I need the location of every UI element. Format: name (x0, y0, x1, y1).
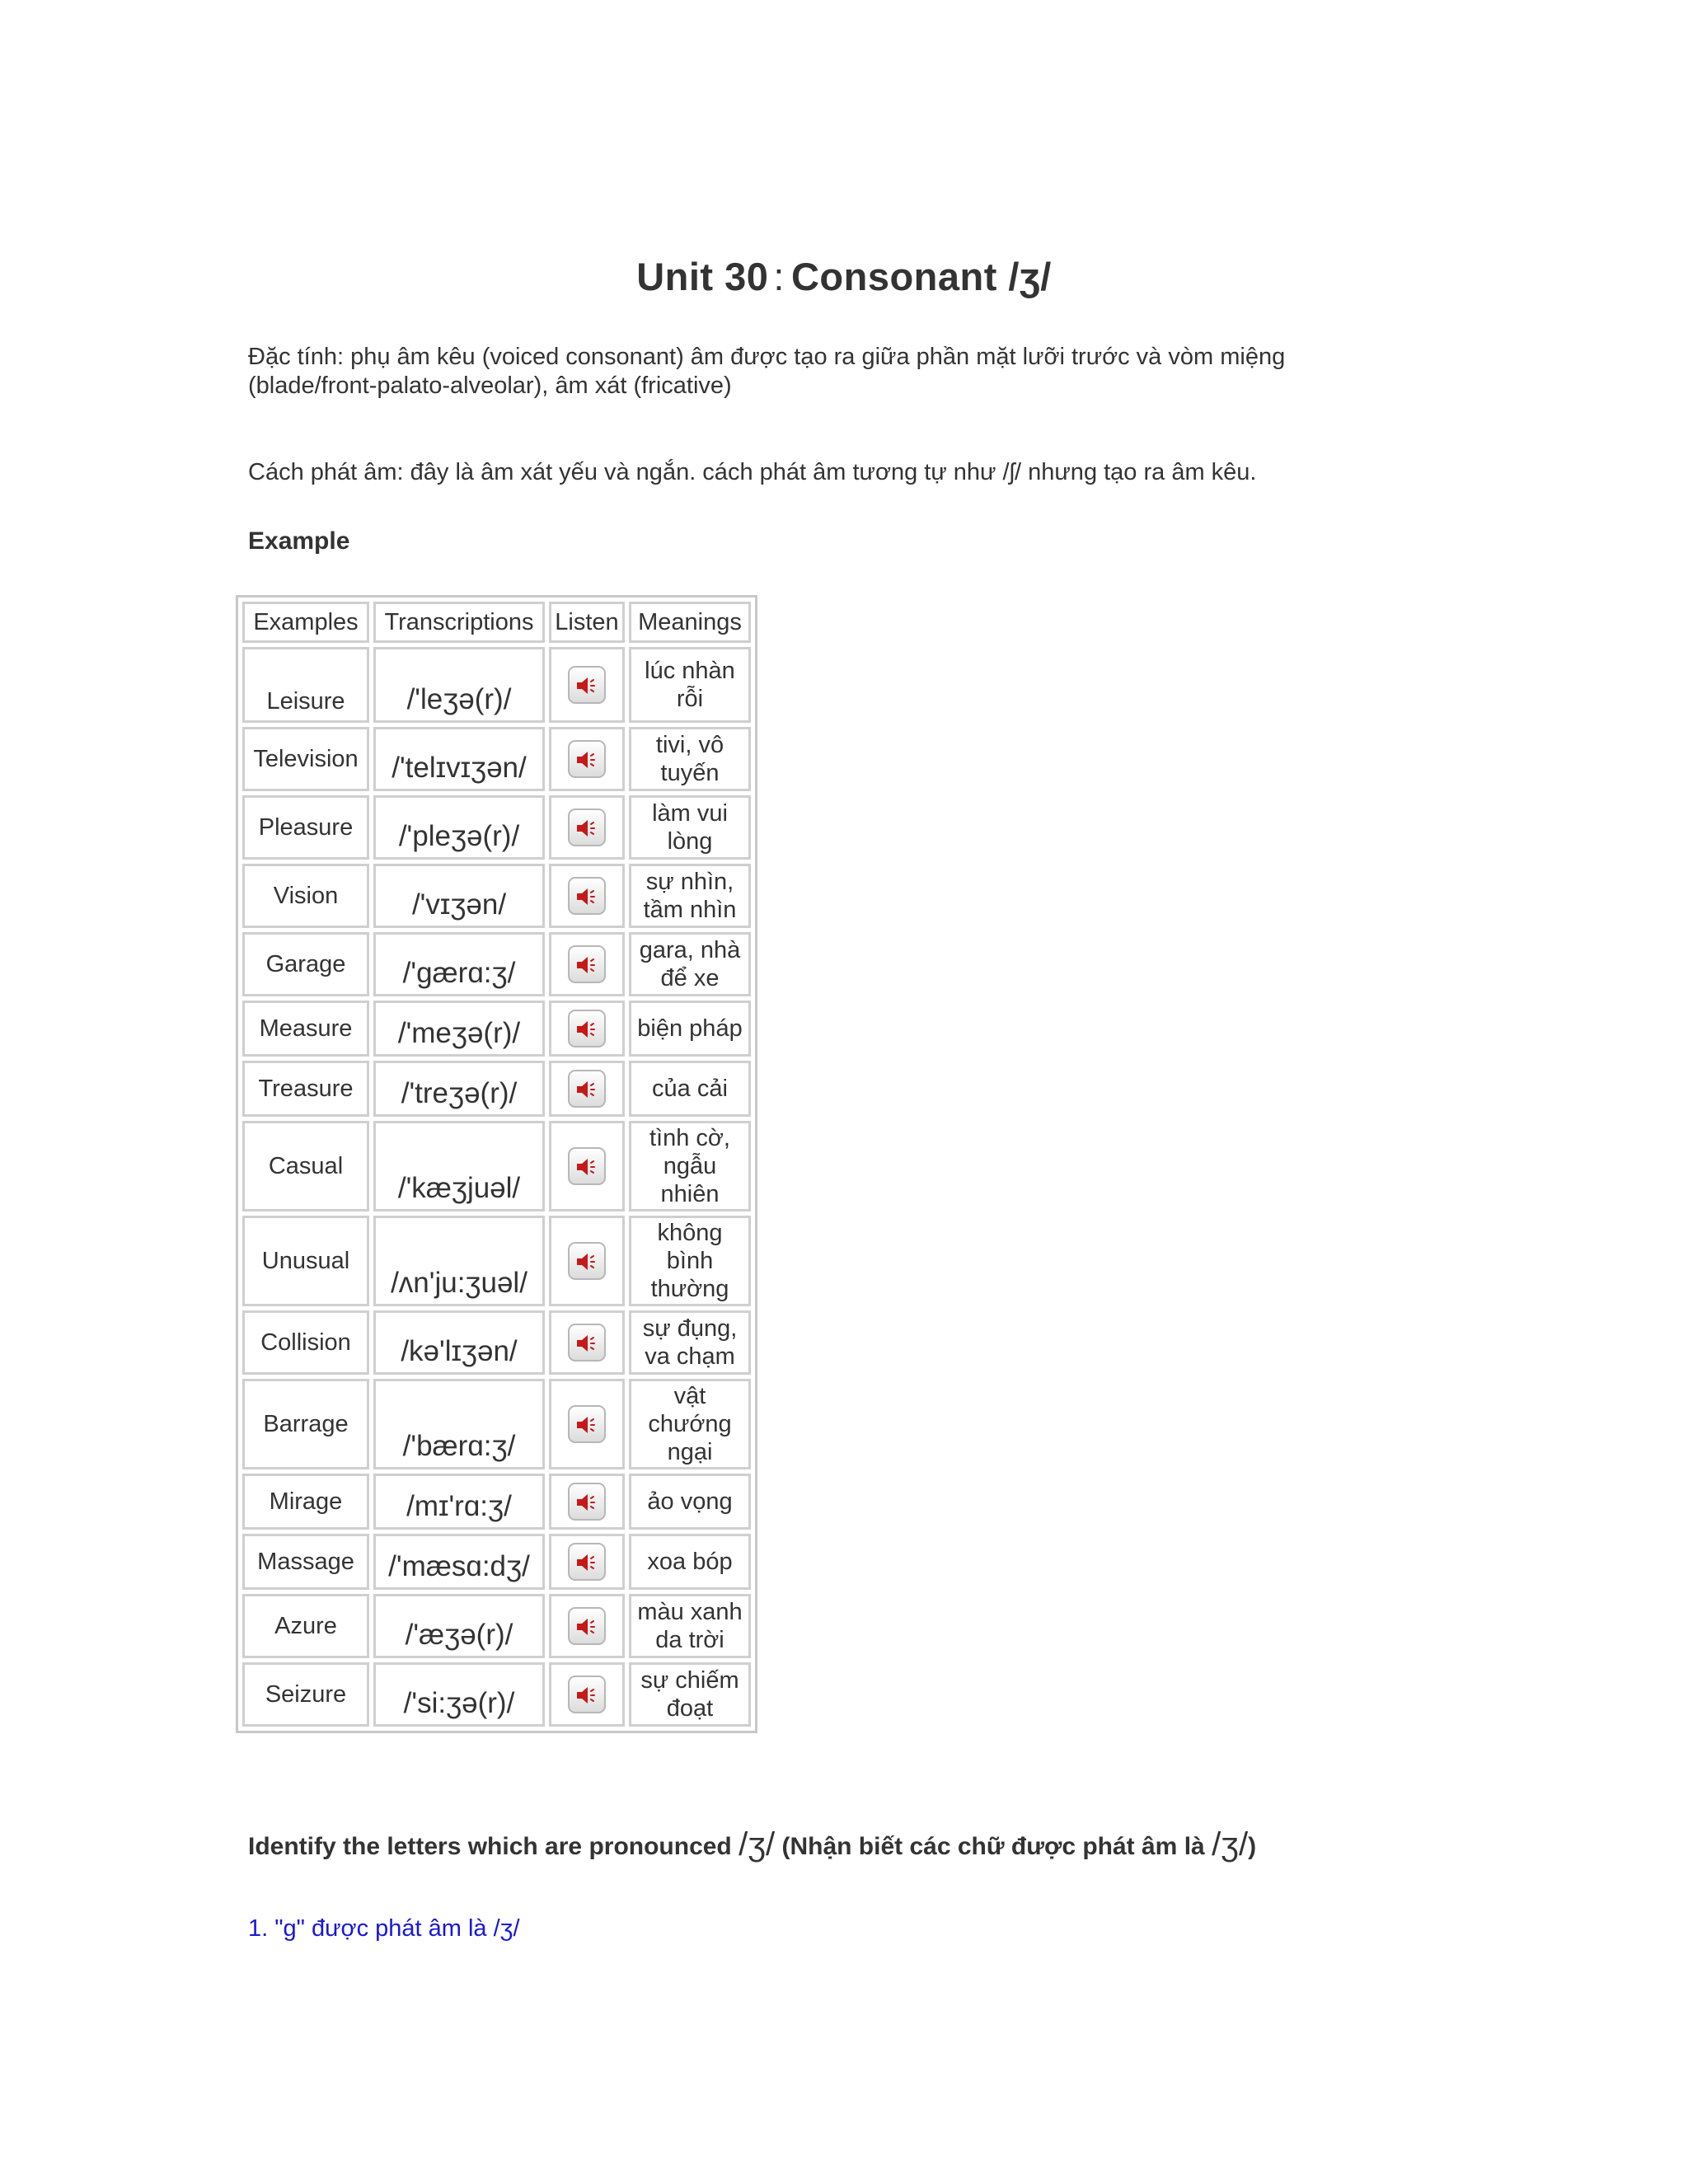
transcription: /'telɪvɪʒən/ (373, 727, 545, 791)
speaker-icon[interactable] (568, 945, 606, 983)
example-word: Unusual (242, 1216, 369, 1306)
example-word: Collision (242, 1310, 369, 1375)
table-row (242, 647, 751, 723)
transcription: /'si:ʒə(r)/ (373, 1662, 545, 1727)
listen-cell (549, 1594, 625, 1658)
example-word: Television (242, 727, 369, 791)
pronunciation-paragraph: Cách phát âm: đây là âm xát yếu và ngắn. cách phát âm tương tự như /ʃ/ nhưng tạo ra âm kêu. (248, 459, 1257, 485)
transcription: /'mæsɑ:dʒ/ (373, 1534, 545, 1590)
meaning: tình cờ, ngẫu nhiên (629, 1121, 751, 1212)
unit-topic: Consonant /ʒ/ (790, 255, 1052, 298)
identify-text-after: ) (1248, 1833, 1257, 1860)
meaning: lúc nhàn rỗi (629, 647, 751, 723)
meaning: sự đụng, va chạm (629, 1310, 751, 1375)
speaker-icon[interactable] (568, 740, 606, 778)
example-word: Casual (242, 1121, 369, 1212)
table-row (242, 1121, 751, 1212)
meaning: xoa bóp (629, 1534, 751, 1590)
meaning: không bình thường (629, 1216, 751, 1306)
listen-cell (549, 795, 625, 860)
example-word: Measure (242, 1001, 369, 1057)
speaker-icon[interactable] (568, 808, 606, 846)
speaker-icon[interactable] (568, 1405, 606, 1443)
transcription: /'treʒə(r)/ (373, 1061, 545, 1117)
unit-label: Unit 30 (636, 255, 769, 298)
transcription: /kə'lɪʒən/ (373, 1310, 545, 1375)
transcription: /'meʒə(r)/ (373, 1001, 545, 1057)
transcription: /'kæʒjuəl/ (373, 1121, 545, 1212)
listen-cell (549, 1310, 625, 1375)
speaker-icon[interactable] (568, 1483, 606, 1521)
meaning: làm vui lòng (629, 795, 751, 860)
table-row (242, 727, 751, 791)
transcription: /mɪ'rɑ:ʒ/ (373, 1474, 545, 1530)
characteristics-paragraph: Đặc tính: phụ âm kêu (voiced consonant) âm được tạo ra giữa phần mặt lưỡi trước và vòm miệng (blade/front-palato-alveolar), âm xát (fricative) (248, 344, 1286, 399)
identify-ipa-symbol-vi: /ʒ/ (1212, 1826, 1249, 1863)
speaker-icon[interactable] (568, 1147, 606, 1185)
transcription: /'leʒə(r)/ (373, 647, 545, 723)
table-row (242, 932, 751, 996)
listen-cell (549, 1061, 625, 1117)
example-word: Treasure (242, 1061, 369, 1117)
identify-text-middle: (Nhận biết các chữ được phát âm là (781, 1833, 1205, 1860)
speaker-icon[interactable] (568, 1543, 606, 1581)
meaning: gara, nhà để xe (629, 932, 751, 996)
listen-cell (549, 1121, 625, 1212)
example-word: Leisure (242, 647, 369, 723)
example-word: Pleasure (242, 795, 369, 860)
example-word: Mirage (242, 1474, 369, 1530)
page-title (0, 254, 1688, 299)
table-row (242, 1061, 751, 1117)
example-word: Massage (242, 1534, 369, 1590)
table-row (242, 795, 751, 860)
listen-cell (549, 932, 625, 996)
table-row (242, 1534, 751, 1590)
table-row (242, 1001, 751, 1057)
speaker-icon[interactable] (568, 1242, 606, 1280)
listen-cell (549, 1216, 625, 1306)
header-meanings: Meanings (629, 602, 751, 643)
rule-link-g[interactable]: 1. "g" được phát âm là /ʒ/ (248, 1915, 520, 1942)
speaker-icon[interactable] (568, 1070, 606, 1108)
meaning: ảo vọng (629, 1474, 751, 1530)
speaker-icon[interactable] (568, 1010, 606, 1047)
transcription: /'æʒə(r)/ (373, 1594, 545, 1658)
table-row (242, 1379, 751, 1469)
title-separator: : (773, 255, 785, 298)
table-header-row (242, 602, 751, 643)
transcription: /'vɪʒən/ (373, 864, 545, 928)
table-row (242, 864, 751, 928)
example-word: Seizure (242, 1662, 369, 1727)
transcription: /ʌn'ju:ʒuəl/ (373, 1216, 545, 1306)
speaker-icon[interactable] (568, 1324, 606, 1361)
header-listen: Listen (549, 602, 625, 643)
listen-cell (549, 1662, 625, 1727)
table-body (242, 647, 751, 1727)
transcription: /'gærɑ:ʒ/ (373, 932, 545, 996)
listen-cell (549, 1001, 625, 1057)
vocabulary-table (236, 595, 757, 1733)
meaning: màu xanh da trời (629, 1594, 751, 1658)
example-word: Barrage (242, 1379, 369, 1469)
identify-ipa-symbol: /ʒ/ (738, 1826, 776, 1863)
table-row (242, 1594, 751, 1658)
transcription: /'pleʒə(r)/ (373, 795, 545, 860)
meaning: biện pháp (629, 1001, 751, 1057)
table-row (242, 1310, 751, 1375)
listen-cell (549, 1474, 625, 1530)
table-row (242, 1662, 751, 1727)
listen-cell (549, 647, 625, 723)
transcription: /'bærɑ:ʒ/ (373, 1379, 545, 1469)
meaning: sự nhìn, tầm nhìn (629, 864, 751, 928)
listen-cell (549, 1534, 625, 1590)
meaning: của cải (629, 1061, 751, 1117)
example-word: Vision (242, 864, 369, 928)
example-word: Garage (242, 932, 369, 996)
listen-cell (549, 864, 625, 928)
identify-text-before: Identify the letters which are pronounced (248, 1833, 732, 1860)
header-examples: Examples (242, 602, 369, 643)
example-word: Azure (242, 1594, 369, 1658)
listen-cell (549, 1379, 625, 1469)
meaning: sự chiếm đoạt (629, 1662, 751, 1727)
example-heading: Example (248, 527, 350, 555)
speaker-icon[interactable] (568, 666, 606, 704)
speaker-icon[interactable] (568, 1607, 606, 1645)
listen-cell (549, 727, 625, 791)
table-row (242, 1474, 751, 1530)
speaker-icon[interactable] (568, 877, 606, 915)
meaning: tivi, vô tuyến (629, 727, 751, 791)
meaning: vật chướng ngại (629, 1379, 751, 1469)
header-transcriptions: Transcriptions (373, 602, 545, 643)
table-row (242, 1216, 751, 1306)
speaker-icon[interactable] (568, 1675, 606, 1713)
identify-heading (248, 1826, 1256, 1863)
